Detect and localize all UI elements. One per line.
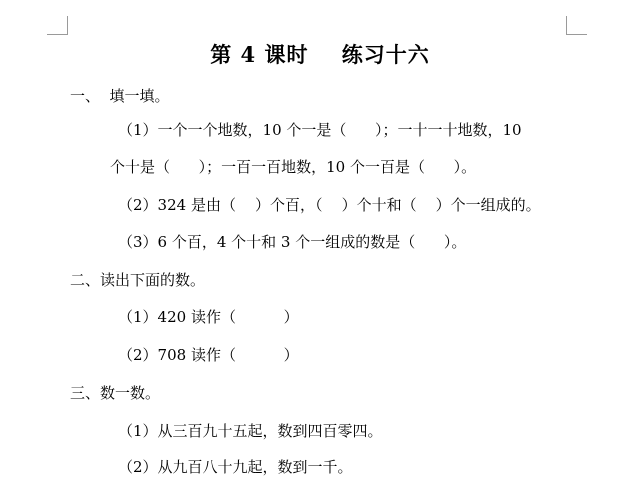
page-corner-mark-top-right (566, 16, 587, 35)
section-heading-read-numbers: 二、读出下面的数。 (70, 271, 206, 289)
question-line: （2）708 读作（ ） (118, 346, 299, 364)
question-line: （1）一个一个地数，10 个一是（ ）；一十一十地数，10 (118, 121, 522, 139)
question-line: （3）6 个百，4 个十和 3 个一组成的数是（ ）。 (118, 233, 467, 251)
question-line: （2）324 是由（ ）个百，（ ）个十和（ ）个一组成的。 (118, 196, 541, 214)
page-title: 第 4 课时 练习十六 (210, 42, 430, 67)
question-line: （2）从九百八十九起，数到一千。 (118, 458, 353, 476)
question-line: （1）从三百九十五起，数到四百零四。 (118, 422, 383, 440)
section-heading-count: 三、数一数。 (70, 384, 161, 402)
question-line: 个十是（ ）；一百一百地数，10 个一百是（ ）。 (110, 158, 477, 176)
page-corner-mark-top-left (47, 16, 68, 35)
section-heading-fill-in: 一、 填一填。 (70, 87, 170, 105)
question-line: （1）420 读作（ ） (118, 308, 299, 326)
